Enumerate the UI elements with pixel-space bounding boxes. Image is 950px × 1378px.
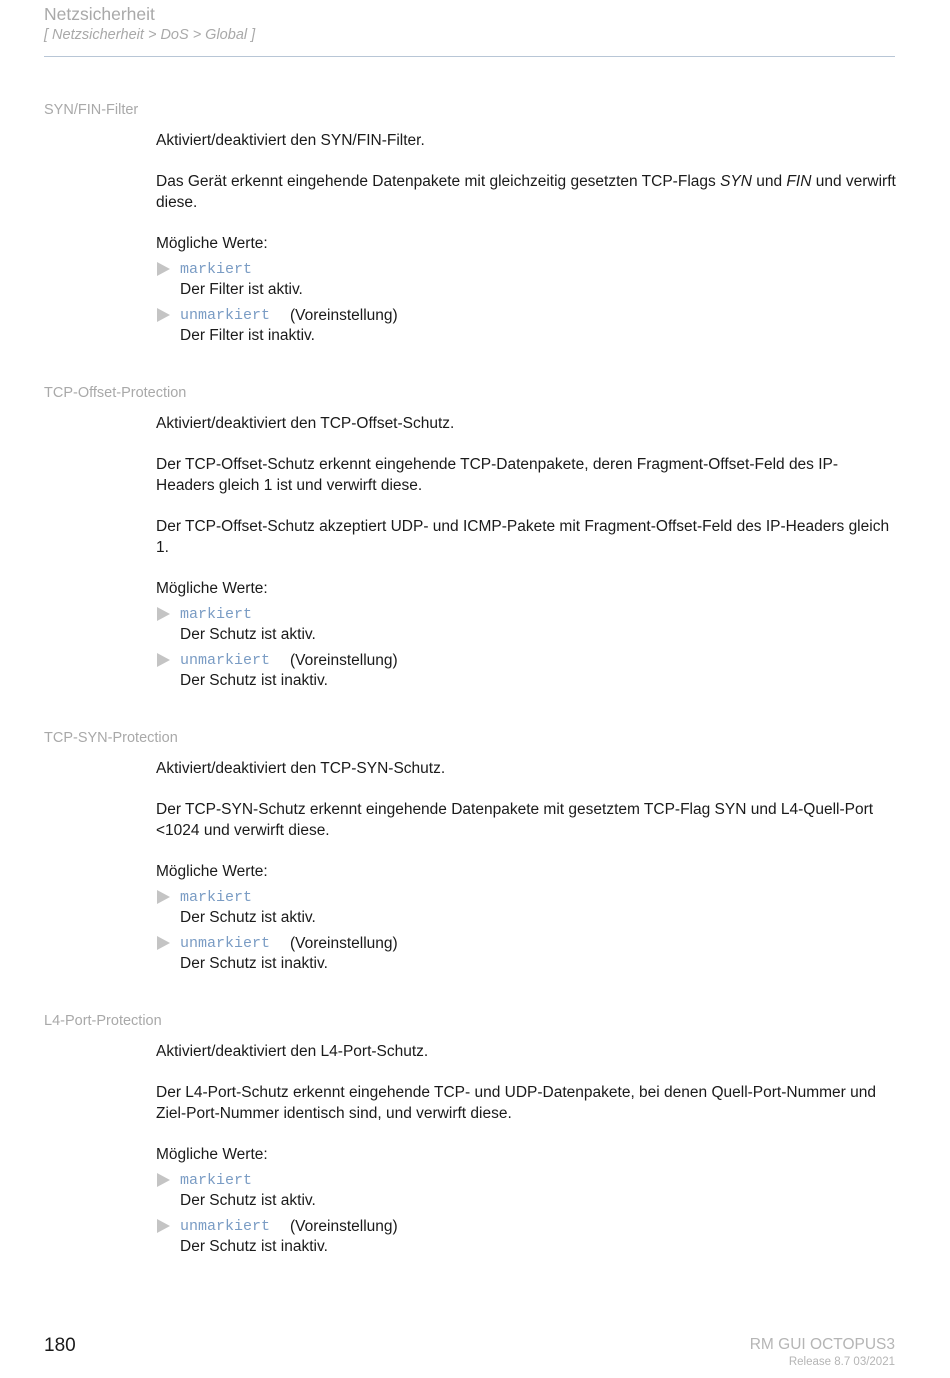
section-paragraph: Das Gerät erkennt eingehende Datenpakete mit gleichzeitig gesetzten TCP-Flags SYN und FIN und verwirft diese. (156, 173, 896, 211)
page-header-title: Netzsicherheit (44, 4, 155, 24)
option-description: Der Schutz ist aktiv. (180, 909, 316, 926)
section-label-tcp-offset-protection: TCP-Offset-Protection (44, 385, 187, 401)
option-value: markiert (180, 889, 253, 906)
section-label-l4-port-protection: L4-Port-Protection (44, 1013, 162, 1029)
option-default-note: (Voreinstellung) (290, 307, 398, 324)
section-paragraph: Der TCP-SYN-Schutz erkennt eingehende Datenpakete mit gesetztem TCP-Flag SYN und L4-Quell-Port <1024 und verwirft diese. (156, 801, 874, 839)
option-default-note: (Voreinstellung) (290, 652, 398, 669)
option-value: markiert (180, 1172, 253, 1189)
option-value: unmarkiert (180, 935, 271, 952)
section-paragraph: Aktiviert/deaktiviert den SYN/FIN-Filter. (156, 132, 425, 149)
triangle-bullet-icon (157, 936, 170, 950)
option-default-note: (Voreinstellung) (290, 935, 398, 952)
triangle-bullet-icon (157, 607, 170, 621)
triangle-bullet-icon (157, 308, 170, 322)
option-description: Der Schutz ist aktiv. (180, 626, 316, 643)
option-description: Der Schutz ist inaktiv. (180, 672, 328, 689)
triangle-bullet-icon (157, 262, 170, 276)
option-description: Der Filter ist inaktiv. (180, 327, 315, 344)
emphasis-fin: FIN (786, 173, 812, 190)
section-paragraph: Der TCP-Offset-Schutz erkennt eingehende TCP-Datenpakete, deren Fragment-Offset-Feld des IP-Headers gleich 1 ist und verwirft diese. (156, 456, 839, 494)
triangle-bullet-icon (157, 1219, 170, 1233)
option-description: Der Schutz ist inaktiv. (180, 955, 328, 972)
triangle-bullet-icon (157, 890, 170, 904)
triangle-bullet-icon (157, 1173, 170, 1187)
option-value: unmarkiert (180, 1218, 271, 1235)
page-number: 180 (44, 1335, 76, 1356)
section-paragraph: Aktiviert/deaktiviert den TCP-Offset-Schutz. (156, 415, 455, 432)
section-paragraph: Aktiviert/deaktiviert den L4-Port-Schutz. (156, 1043, 429, 1060)
section-paragraph: Der L4-Port-Schutz erkennt eingehende TCP- und UDP-Datenpakete, bei denen Quell-Port-Nummer und Ziel-Port-Nummer identisch sind, und verwirft diese. (156, 1084, 876, 1122)
section-paragraph: Der TCP-Offset-Schutz akzeptiert UDP- und ICMP-Pakete mit Fragment-Offset-Feld des IP-Headers gleich 1. (156, 518, 890, 556)
option-description: Der Filter ist aktiv. (180, 281, 303, 298)
possible-values-label: Mögliche Werte: (156, 580, 268, 597)
footer-product: RM GUI OCTOPUS3 (749, 1336, 895, 1353)
option-value: unmarkiert (180, 307, 271, 324)
possible-values-label: Mögliche Werte: (156, 235, 268, 252)
option-default-note: (Voreinstellung) (290, 1218, 398, 1235)
option-description: Der Schutz ist aktiv. (180, 1192, 316, 1209)
footer-release: Release 8.7 03/2021 (788, 1356, 895, 1368)
section-paragraph: Aktiviert/deaktiviert den TCP-SYN-Schutz. (156, 760, 446, 777)
section-label-tcp-syn-protection: TCP-SYN-Protection (44, 730, 178, 746)
option-value: markiert (180, 261, 253, 278)
section-label-syn-fin-filter: SYN/FIN-Filter (44, 102, 139, 118)
possible-values-label: Mögliche Werte: (156, 863, 268, 880)
breadcrumb: [ Netzsicherheit > DoS > Global ] (44, 27, 256, 43)
option-description: Der Schutz ist inaktiv. (180, 1238, 328, 1255)
option-value: markiert (180, 606, 253, 623)
triangle-bullet-icon (157, 653, 170, 667)
possible-values-label: Mögliche Werte: (156, 1146, 268, 1163)
header-divider (44, 56, 895, 57)
option-value: unmarkiert (180, 652, 271, 669)
emphasis-syn: SYN (720, 173, 752, 190)
